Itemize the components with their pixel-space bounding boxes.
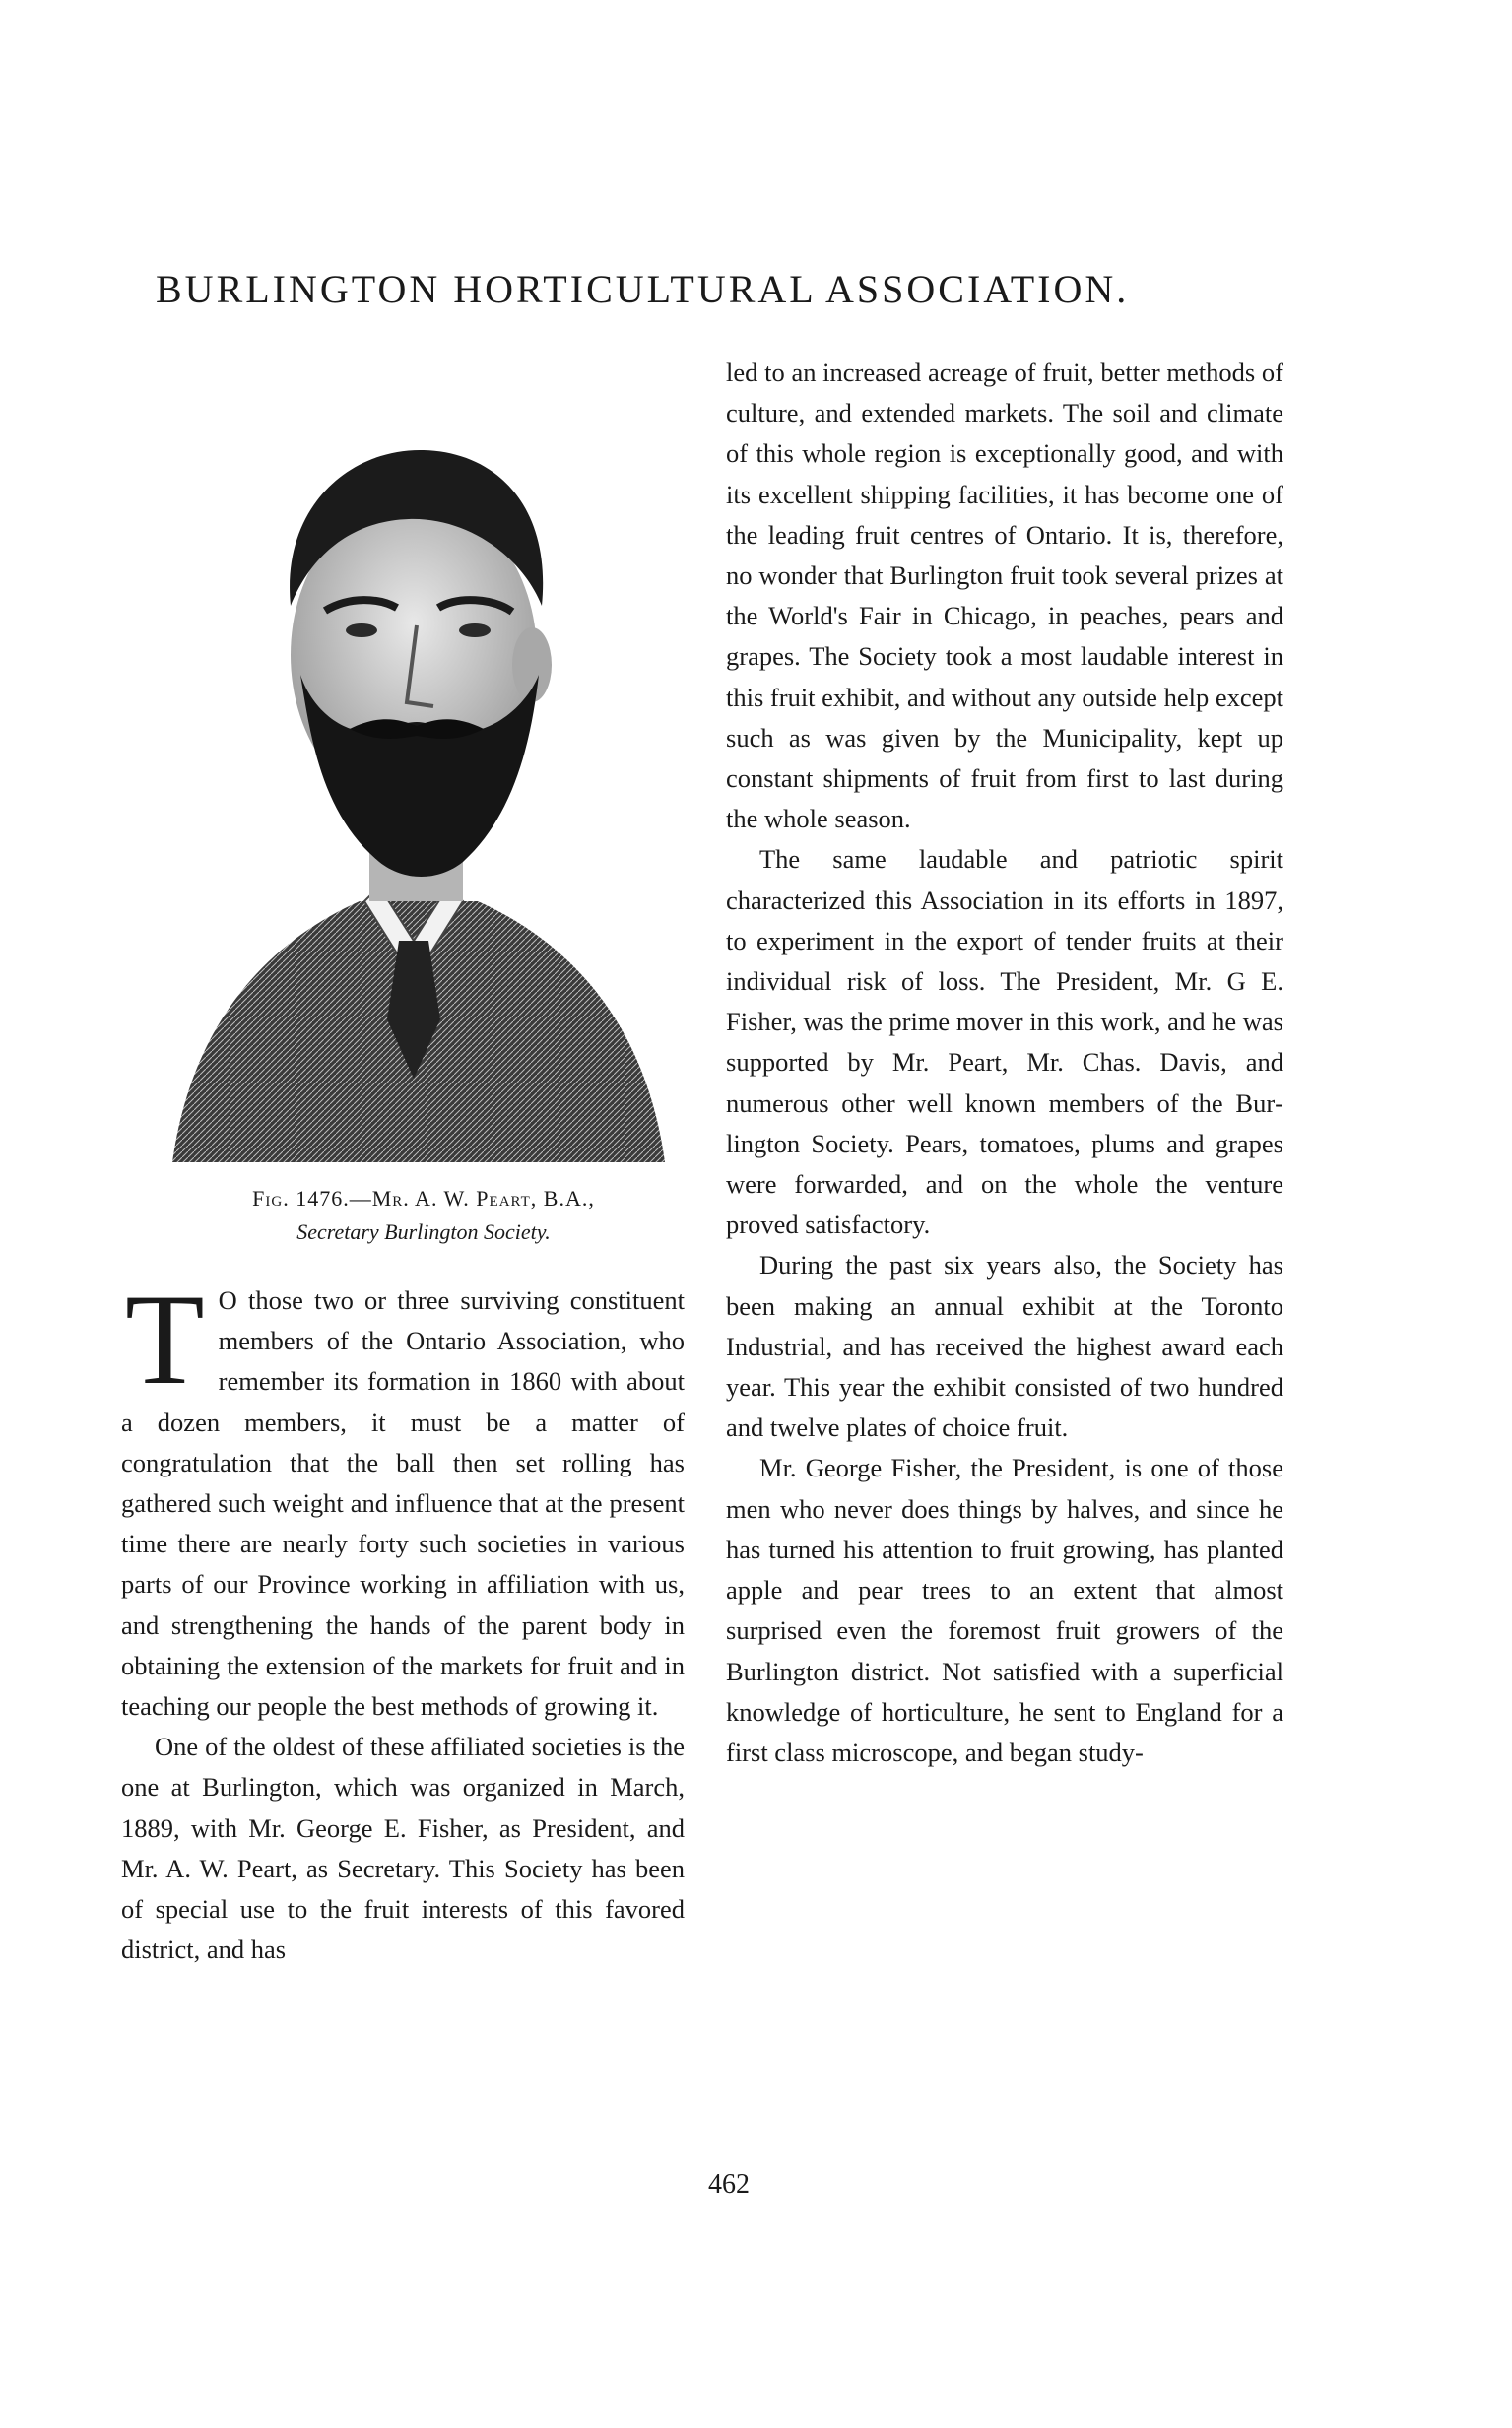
page-number: 462 (708, 2169, 750, 2199)
opening-paragraph-text: O those two or three surviving constituent members of the Ontario Association, who remember its formation in 1860 with about a dozen members, it must be a matter of congratulation that the ball then set rolling has gathered such weight and influence that at the present time there are nearly forty such societies in various parts of our Province working in affiliation with us, and strengthening the hands of the parent body in obtaining the extension of the markets for fruit and in teaching our people the best methods of growing it. (121, 1285, 685, 1722)
paragraph: The same laudable and patriotic spirit characterized this Association in its efforts in 1897, to experiment in the export of tender fruits at their individual risk of loss. The President, Mr. G E. Fisher, was the prime mover in this work, and he was supported by Mr. Peart, Mr. Chas. Davis, and numerous other well known members of the Burlington Society. Pears, tomatoes, plums and grapes were forwarded, and on the whole the venture proved satisfactory. (726, 844, 1283, 1240)
right-column (726, 353, 1283, 1773)
paragraph: During the past six years also, the Society has been making an annual exhibit at the Toronto Industrial, and has received the highest award each year. This year the exhibit consisted of two hundred and twelve plates of choice fruit. (726, 1250, 1283, 1443)
paragraph: One of the oldest of these affiliated societies is the one at Burlington, which was organized in March, 1889, with Mr. George E. Fisher, as President, and Mr. A. W. Peart, as Secretary. This Society has been of special use to the fruit interests of this favored district, and has (121, 1732, 685, 1965)
left-column (121, 1267, 685, 1970)
opening-paragraph (121, 1267, 685, 1727)
paragraph: led to an increased acreage of fruit, better methods of culture, and extended markets. The soil and climate of this whole region is exceptionally good, and with its excellent shipping facilities, it has become one of the leading fruit centres of Ontario. It is, therefore, no wonder that Burlington fruit took several prizes at the World's Fair in Chicago, in peaches, pears and grapes. The Society took a most laudable interest in this fruit exhibit, and without any outside help except such as was given by the Municipality, kept up constant shipments of fruit from first to last during the whole season. (726, 358, 1283, 834)
caption-title: Fig. 1476.—Mr. A. W. Peart, B.A., (252, 1186, 595, 1211)
portrait-photo (153, 389, 675, 1162)
caption-subtitle: Secretary Burlington Society. (296, 1219, 551, 1244)
paragraph: Mr. George Fisher, the President, is one of those men who never does things by halves, and since he has turned his attention to fruit growing, has planted apple and pear trees to an extent that almost surprised even the foremost fruit growers of the Burlington district. Not satisfied with a superficial knowledge of horticulture, he sent to England for a first class microscope, and began study- (726, 1453, 1283, 1767)
figure-caption (158, 1182, 690, 1249)
drop-cap: T (125, 1267, 205, 1411)
page-title: BURLINGTON HORTICULTURAL ASSOCIATION. (156, 267, 1130, 311)
